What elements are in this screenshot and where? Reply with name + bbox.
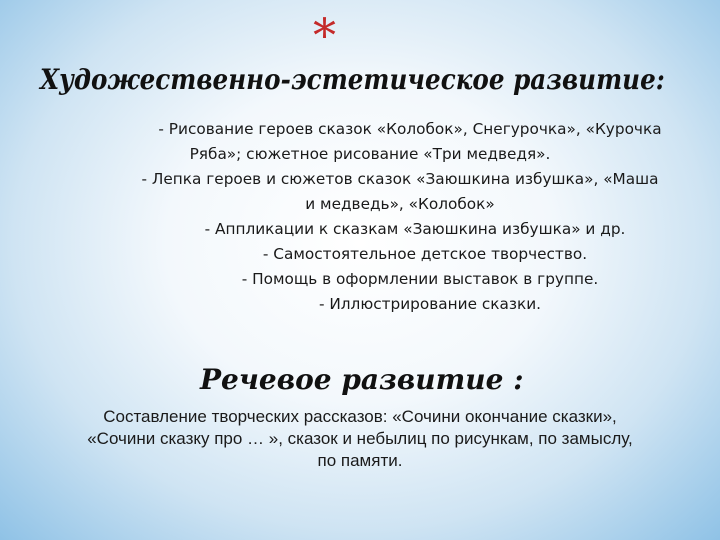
speech-activities-paragraph — [30, 406, 690, 472]
paragraph-line: Составление творческих рассказов: «Сочини окончание сказки», — [103, 407, 617, 426]
list-line: - Аппликации к сказкам «Заюшкина избушка» и др. — [204, 220, 626, 238]
paragraph-line: по памяти. — [317, 451, 403, 470]
section-title-artistic: Художественно-эстетическое развитие: — [40, 63, 665, 96]
list-line: - Иллюстрирование сказки. — [318, 295, 542, 313]
list-line: и медведь», «Колобок» — [305, 195, 495, 213]
paragraph-line: «Сочини сказку про … », сказок и небылиц по рисункам, по замыслу, — [87, 429, 633, 448]
list-line: - Самостоятельное детское творчество. — [262, 245, 588, 263]
section-title-speech: Речевое развитие : — [200, 363, 524, 396]
list-line: - Лепка героев и сюжетов сказок «Заюшкина избушка», «Маша — [141, 170, 659, 188]
list-line: - Помощь в оформлении выставок в группе. — [241, 270, 599, 288]
list-line: - Рисование героев сказок «Колобок», Снегурочка», «Курочка — [158, 120, 662, 138]
artistic-activities-list — [80, 117, 700, 317]
list-line: Ряба»; сюжетное рисование «Три медведя». — [189, 145, 551, 163]
asterisk-decoration: * — [313, 8, 336, 62]
